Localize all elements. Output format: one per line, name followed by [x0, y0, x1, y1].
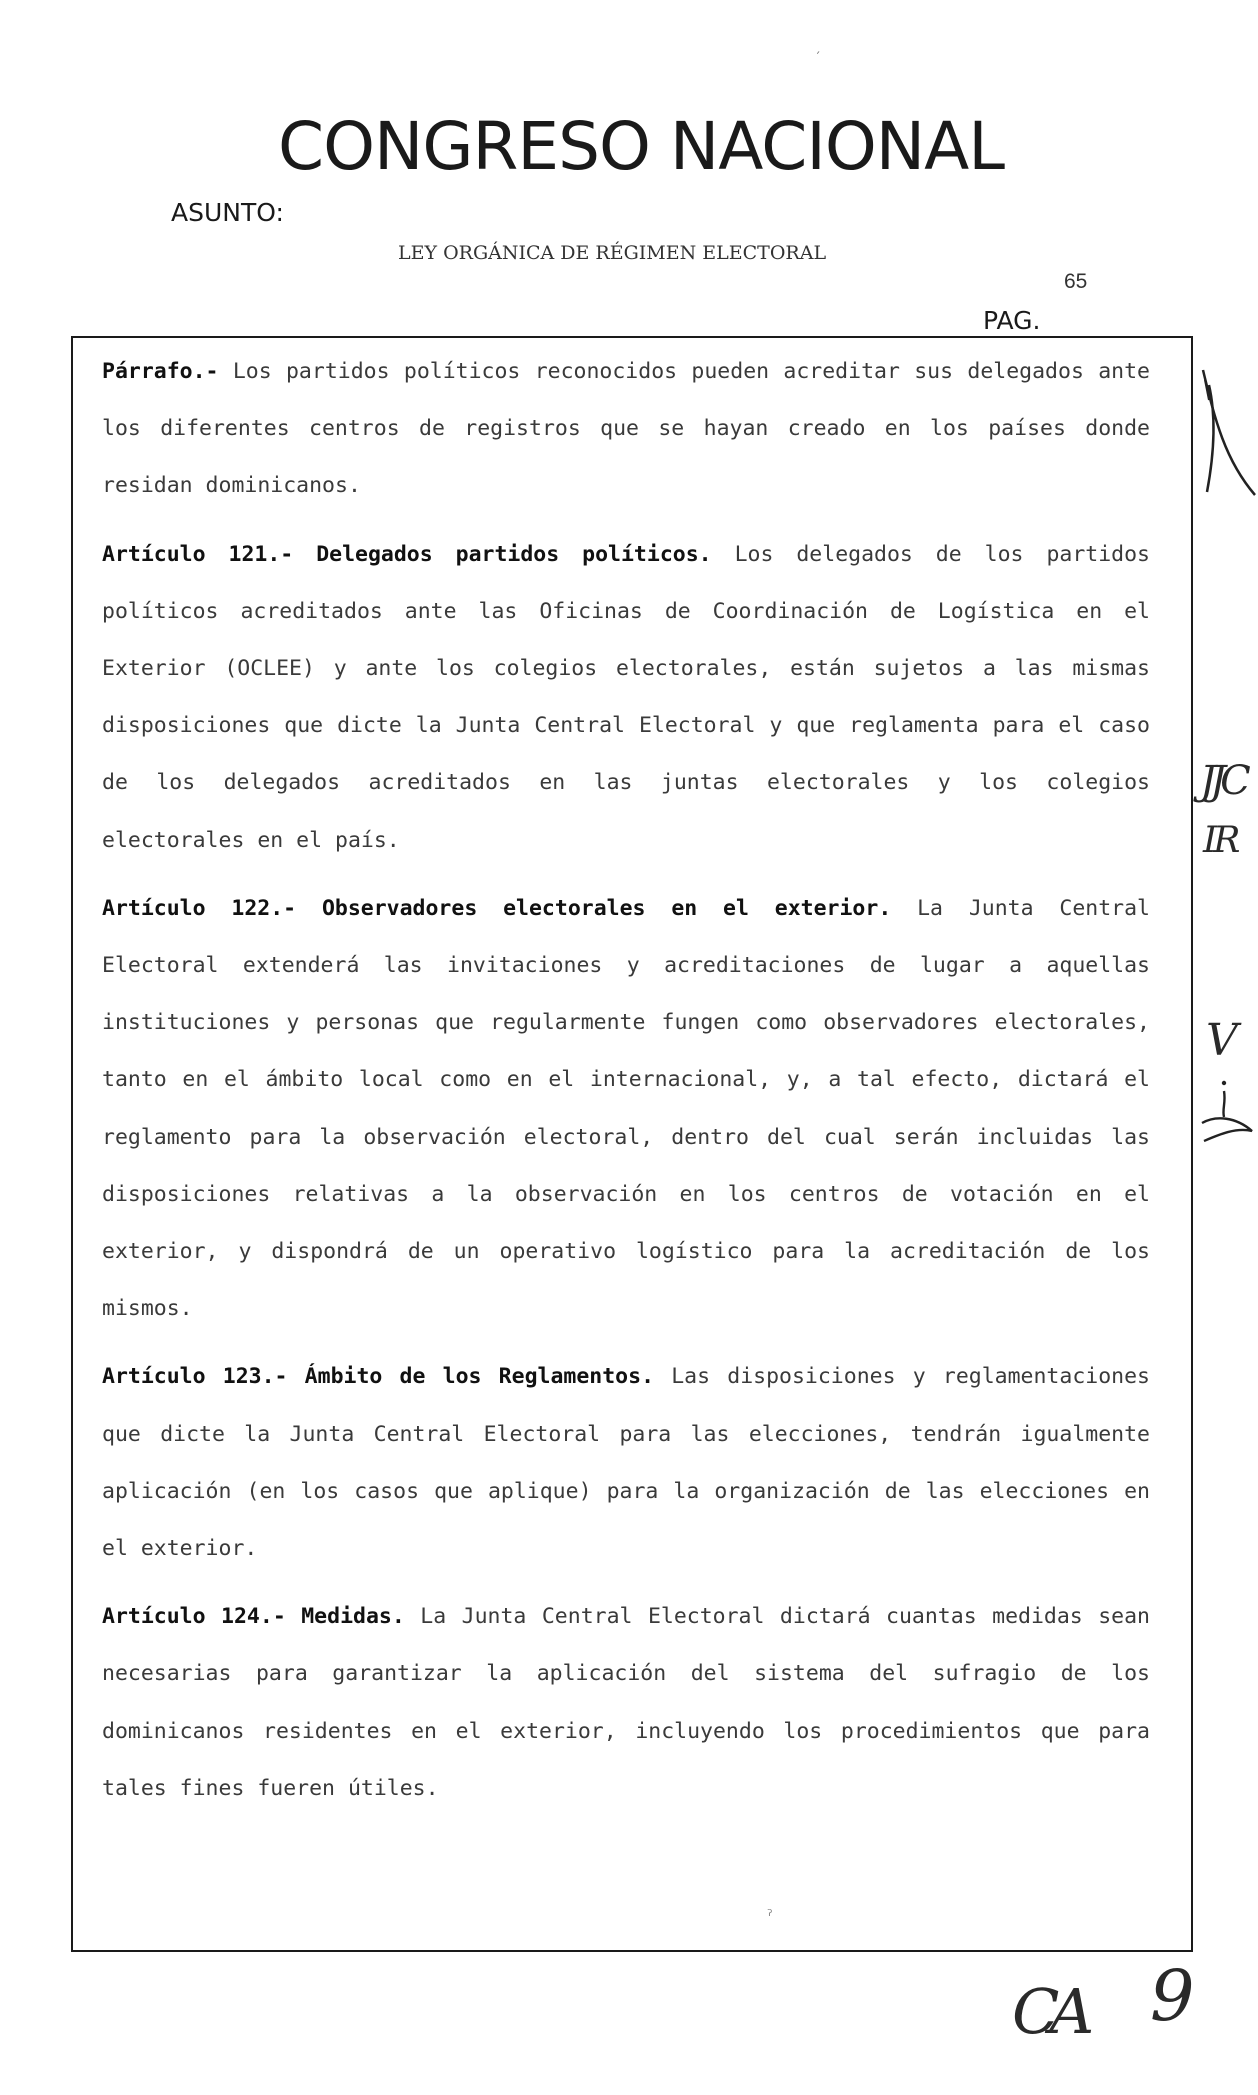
document-subject: LEY ORGÁNICA DE RÉGIMEN ELECTORAL	[398, 242, 827, 264]
article-text: La Junta Central Electoral extenderá las invitaciones y acreditaciones de lugar a aquellas instituciones y personas que regularmente fungen como observadores electorales, tanto en el ámbito local como en el internacional, y, a tal efecto, dictará el reglamento para la observación electoral, dentro del cual serán incluidas las disposiciones relativas a la observación en los centros de votación en el exterior, y dispondrá de un operativo logístico para la acreditación de los mismos.	[102, 895, 1150, 1322]
handwritten-cross-mark	[1195, 360, 1258, 500]
margin-initials-jjc: JJC	[1200, 758, 1245, 804]
scan-mark: ′	[814, 50, 823, 66]
article-heading: Artículo 123.- Ámbito de los Reglamentos.	[102, 1364, 655, 1390]
article-text: La Junta Central Electoral dictará cuantas medidas sean necesarias para garantizar la aplicación del sistema del sufragio de los dominicanos residentes en el exterior, incluyendo los procedimientos que para tales fines fueren útiles.	[102, 1604, 1150, 1801]
article-124	[102, 1588, 1150, 1817]
article-heading: Artículo 124.- Medidas.	[102, 1604, 405, 1630]
handwritten-signature-mark	[1196, 1075, 1256, 1155]
asunto-label: ASUNTO:	[171, 198, 284, 227]
paragraph-parrafo	[102, 343, 1150, 515]
stray-mark: ˀ	[765, 1908, 775, 1927]
article-122	[102, 880, 1150, 1338]
page-number: 65	[1064, 270, 1088, 293]
margin-initials-ir: IR	[1203, 820, 1237, 861]
bottom-initials: CA	[1012, 1975, 1085, 2048]
article-text: Los delegados de los partidos políticos acreditados ante las Oficinas de Coordinación de Logística en el Exterior (OCLEE) y ante los colegios electorales, están sujetos a las mismas disposiciones que dicte la Junta Central Electoral y que reglamenta para el caso de los delegados acreditados en las juntas electorales y los colegios electorales en el país.	[102, 541, 1151, 853]
article-text: Las disposiciones y reglamentaciones que dicte la Junta Central Electoral para las elecciones, tendrán igualmente aplicación (en los casos que aplique) para la organización de las elecciones en el exterior.	[102, 1364, 1150, 1562]
article-heading: Artículo 122.- Observadores electorales en el exterior.	[102, 895, 892, 921]
article-121	[102, 526, 1150, 869]
margin-initials-v: V	[1206, 1015, 1238, 1066]
bottom-number: 9	[1150, 1955, 1195, 2037]
paragraph-text: Los partidos políticos reconocidos pueden acreditar sus delegados ante los diferentes centros de registros que se hayan creado en los países donde residan dominicanos.	[102, 359, 1150, 499]
document-body	[102, 343, 1150, 1828]
article-123	[102, 1348, 1150, 1577]
pag-label: PAG.	[983, 306, 1041, 335]
congress-title: CONGRESO NACIONAL	[278, 108, 1005, 185]
article-heading: Artículo 121.- Delegados partidos políticos.	[102, 541, 712, 567]
paragraph-heading: Párrafo.-	[102, 359, 219, 384]
